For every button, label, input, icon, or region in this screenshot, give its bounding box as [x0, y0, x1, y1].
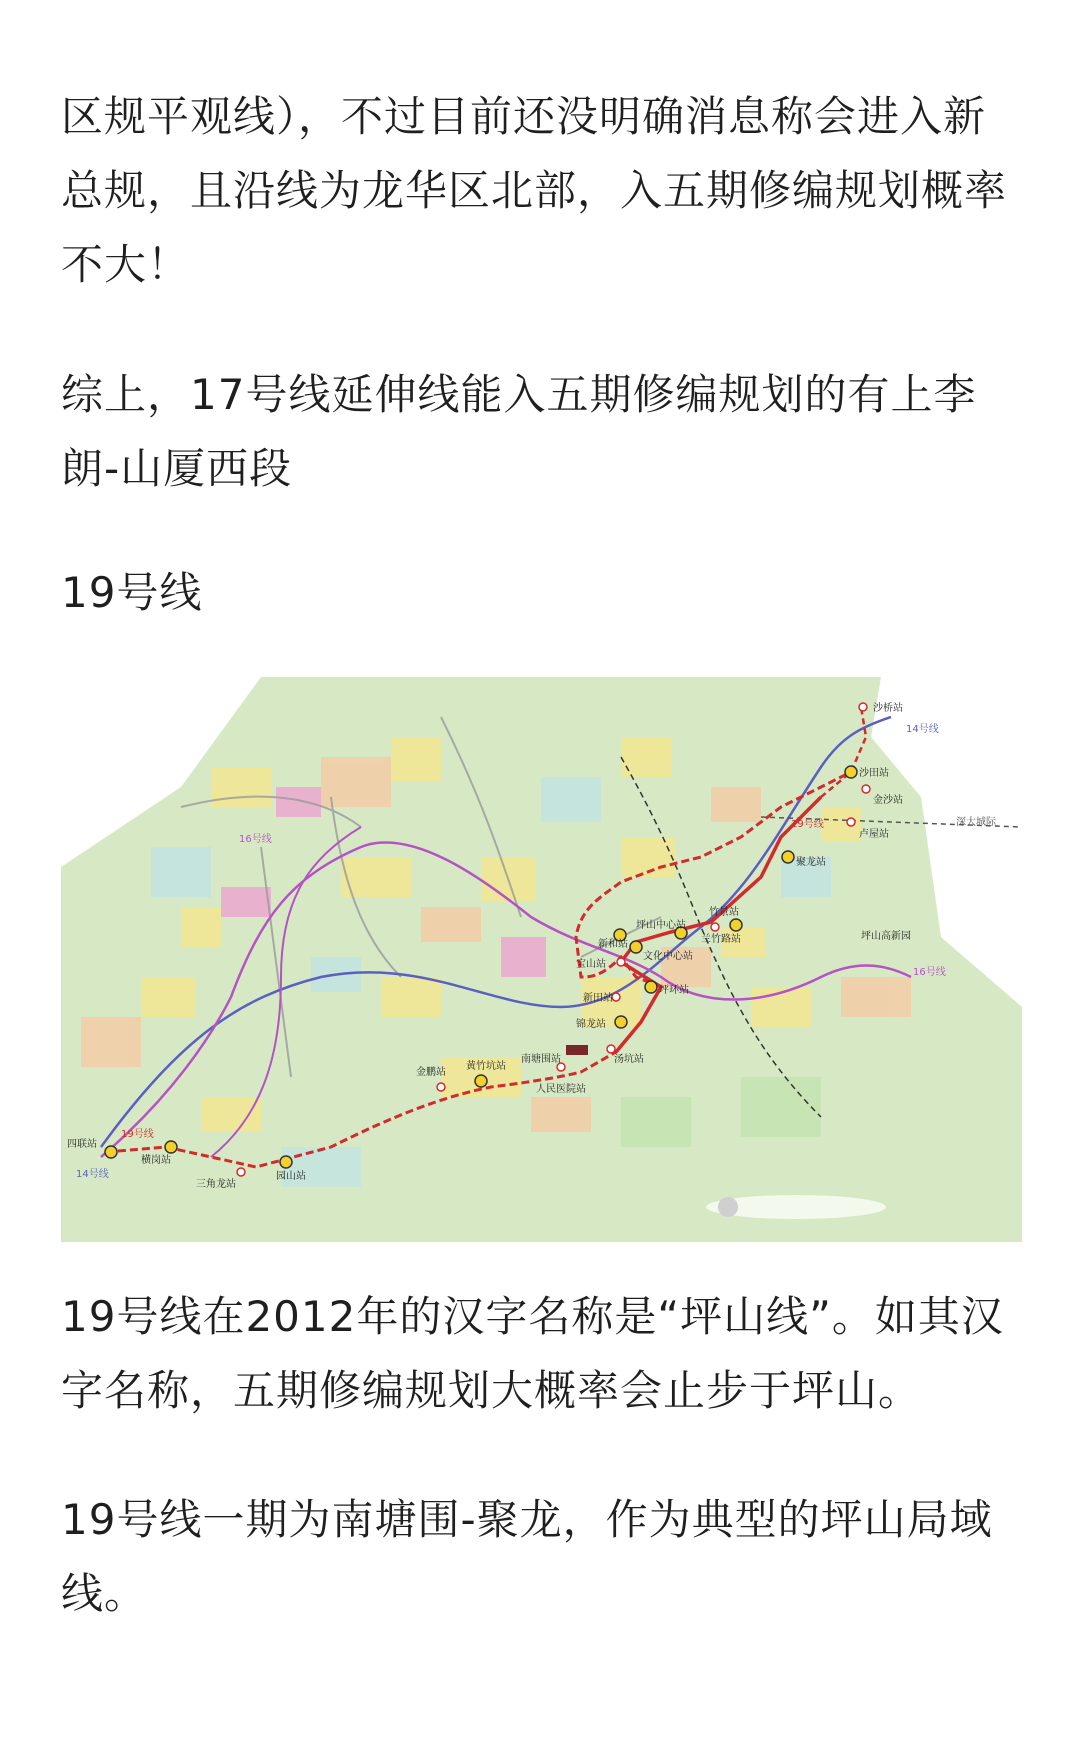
station-label-jinlong: 锦龙站 — [576, 1019, 606, 1030]
station-label-silian: 四联站 — [67, 1139, 97, 1150]
station-label-lanzhu: 兰竹路站 — [701, 934, 741, 945]
station-label-jinpeng: 金鹏站 — [416, 1067, 446, 1078]
station-label-tanghang: 汤坑站 — [614, 1054, 644, 1065]
paragraph-1 — [61, 80, 1021, 302]
station-label-sanjiaolong: 三角龙站 — [196, 1179, 236, 1190]
paragraph-2-line-2: 朗-山厦西段 — [61, 444, 293, 493]
paragraph-4 — [61, 1280, 1021, 1428]
paragraph-2-line-1: 综上，17号线延伸线能入五期修编规划的有上李 — [61, 370, 977, 419]
station-label-wenhua: 文化中心站 — [643, 951, 693, 962]
line-label-14-west: 14号线 — [76, 1169, 109, 1180]
line-label-19-north: 19号线 — [791, 819, 824, 830]
station-label-shatian: 沙田站 — [859, 768, 889, 779]
paragraph-1-line-2: 总规，且沿线为龙华区北部，入五期修编规划概率 — [61, 166, 1008, 215]
paragraph-1-line-3: 不大！ — [61, 240, 191, 289]
station-label-yuanshan: 园山站 — [276, 1171, 306, 1182]
paragraph-5-line-1: 19号线一期为南塘围-聚龙，作为典型的坪山局域 — [61, 1495, 993, 1544]
station-label-xinhe: 新和站 — [598, 939, 628, 950]
station-label-luwu: 卢屋站 — [859, 829, 889, 840]
section-heading — [61, 556, 1021, 630]
section-heading-text: 19号线 — [61, 568, 203, 617]
station-label-pinghuan: 坪环站 — [659, 985, 689, 996]
station-label-shaqiao: 沙桥站 — [873, 703, 903, 714]
line-label-shenda: 深大城际 — [956, 817, 996, 828]
station-label-renmin: 人民医院站 — [536, 1084, 586, 1095]
station-label-henggang: 横岗站 — [141, 1155, 171, 1166]
paragraph-4-line-2: 字名称，五期修编规划大概率会止步于坪山。 — [61, 1366, 922, 1415]
line-label-16-east: 16号线 — [913, 967, 946, 978]
paragraph-5 — [61, 1483, 1021, 1631]
station-label-zhujing: 竹景站 — [709, 907, 739, 918]
station-label-nantangwei: 南塘围站 — [521, 1054, 561, 1065]
station-label-pingshan-center: 坪山中心站 — [636, 920, 686, 931]
station-label-jinsha: 金沙站 — [873, 795, 903, 806]
paragraph-5-line-2: 线。 — [61, 1569, 148, 1618]
wechat-icon — [718, 1197, 738, 1217]
metro-line-19-map — [61, 677, 1022, 1242]
map-svg — [61, 677, 1022, 1242]
station-label-xintian: 新田站 — [583, 993, 613, 1004]
station-label-pingshan-new: 坪山高新园 — [861, 931, 911, 942]
paragraph-2 — [61, 358, 1021, 506]
station-label-baoshan: 宝山站 — [576, 959, 606, 970]
line-label-19-west: 19号线 — [121, 1129, 154, 1140]
paragraph-1-line-1: 区规平观线），不过目前还没明确消息称会进入新 — [61, 92, 987, 141]
line-label-14-north: 14号线 — [906, 724, 939, 735]
paragraph-4-line-1: 19号线在2012年的汉字名称是“坪山线”。如其汉 — [61, 1292, 1004, 1341]
station-label-julong: 聚龙站 — [796, 857, 826, 868]
station-label-huangjing: 黄竹坑站 — [466, 1061, 506, 1072]
line-label-16-west: 16号线 — [239, 834, 272, 845]
